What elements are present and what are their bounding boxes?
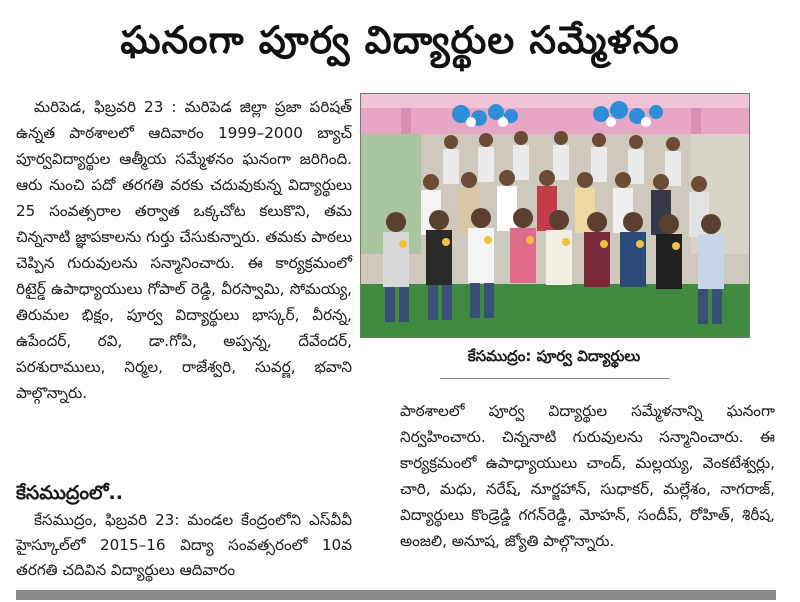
bottom-photo-strip (16, 590, 776, 600)
article-body-marripeda (16, 94, 352, 406)
headline: ఘనంగా పూర్వ విద్యార్థుల సమ్మేళనం (120, 18, 680, 62)
group-photo-illustration (361, 94, 749, 337)
article-paragraph: పాఠశాలలో పూర్వ విద్యార్థుల సమ్మేళనాన్ని ఘనంగా నిర్వహించారు. చిన్ననాటి గురువులను సన్మానించారు. ఈ కార్యక్రమంలో ఉపాధ్యాయులు చాంద్, మల్లయ్య, వెంకటేశ్వర్లు, చారి, మధు, నరేష్, నూర్జహాన్, సుధాకర్, మల్లేశం, నాగరాజ్, విద్యార్థులు కొండ్రెడ్డి గగన్‌రెడ్డి, మోహన్, సందీప్, రోహిత్, శిరీష, అంజలి, అనూష, జ్యోతి పాల్గొన్నారు. (400, 402, 775, 550)
article-body-kesamudram-continued (400, 398, 775, 554)
caption-divider (440, 378, 670, 379)
article-paragraph: మరిపెడ, ఫిబ్రవరి 23 : మరిపెడ జిల్లా ప్రజా పరిషత్ ఉన్నత పాఠశాలలో ఆదివారం 1999–2000 బ్యాచ్ పూర్వవిద్యార్థుల ఆత్మీయ సమ్మేళనం ఘనంగా జరిగింది. ఆరు నుంచి పదో తరగతి వరకు చదువుకున్న విద్యార్థులు 25 సంవత్సరాల తర్వాత ఒక్కచోట కలుకొని, తమ చిన్ననాటి జ్ఞాపకాలను గుర్తు చేసుకున్నారు. తమకు పాఠలు చెప్పిన గురువులను సన్మానించారు. ఈ కార్యక్రమంలో రిటైర్డ్ ఉపాధ్యాయులు గోపాల్ రెడ్డి, వీరస్వామి, సోమయ్య, తిరుమల భిక్షం, పూర్వ విద్యార్థులు భాస్కర్, వీరన్న, ఉపేందర్, రవి, డా.గోపి, అప్పన్న, దేవేందర్, పరశురాములు, నిర్మల, రాజేశ్వరి, సువర్ణ, భవాని పాల్గొన్నారు. (16, 98, 352, 402)
group-photo (360, 93, 750, 338)
article-body-kesamudram (16, 508, 352, 583)
photo-caption: కేసముద్రం: పూర్వ విద్యార్థులు (467, 347, 641, 365)
subheading-kesamudram: కేసముద్రంలో.. (16, 482, 123, 504)
article-paragraph: కేసముద్రం, ఫిబ్రవరి 23: మండల కేంద్రంలోని ఎస్‌వీవీ హైస్కూల్‌లో 2015–16 విద్యా సంవత్సరంలో 10వ తరగతి చదివిన విద్యార్థులు ఆదివారం (16, 511, 352, 579)
